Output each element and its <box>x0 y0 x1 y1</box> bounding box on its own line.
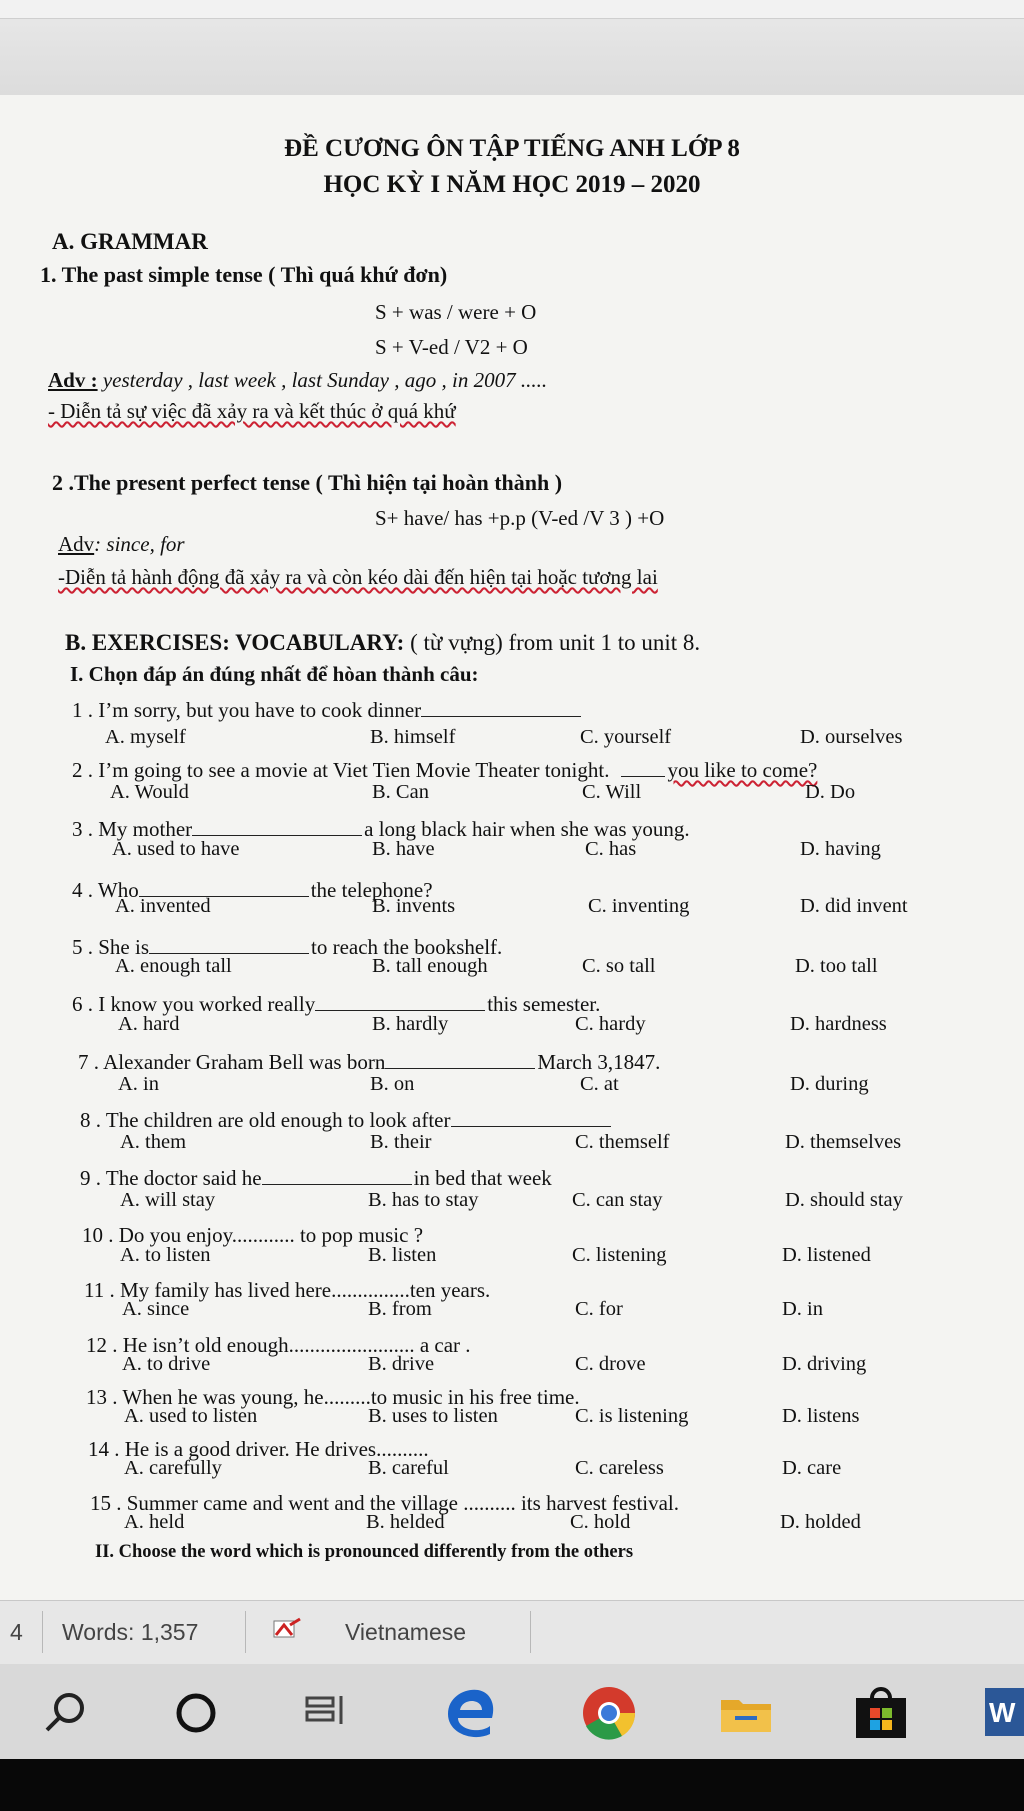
file-explorer-icon[interactable] <box>715 1682 777 1744</box>
question-1 <box>72 698 583 723</box>
present-formula: S+ have/ has +p.p (V-ed /V 3 ) +O <box>375 506 665 530</box>
option-d: D. in <box>782 1298 823 1320</box>
option-b: B. have <box>372 838 435 860</box>
option-d: D. too tall <box>795 955 878 977</box>
option-b: B. has to stay <box>368 1189 479 1211</box>
answer-blank <box>421 715 581 717</box>
option-a: A. since <box>122 1298 190 1320</box>
question-8 <box>80 1108 613 1133</box>
option-d: D. did invent <box>800 895 908 917</box>
option-c: C. drove <box>575 1353 646 1375</box>
doc-title-line2: HỌC KỲ I NĂM HỌC 2019 – 2020 <box>323 171 701 198</box>
question-text: 15 . Summer came and went and the village .......... its harvest festival. <box>90 1491 680 1515</box>
question-text-tail: in bed that week <box>413 1166 552 1190</box>
document-page <box>0 95 1024 1600</box>
answer-blank <box>262 1183 412 1185</box>
past-adv-label: Adv : <box>48 368 98 392</box>
question-text: 11 . My family has lived here...............ten years. <box>84 1278 491 1302</box>
option-d: D. Do <box>805 781 856 803</box>
monitor-bottom-bezel <box>0 1759 1024 1811</box>
question-text: 8 . The children are old enough to look after <box>80 1108 451 1132</box>
past-formula-2: S + V-ed / V2 + O <box>375 335 528 359</box>
question-text: 14 . He is a good driver. He drives.......... <box>88 1437 429 1461</box>
answer-blank <box>385 1067 535 1069</box>
option-a: A. to drive <box>122 1353 211 1375</box>
option-b: B. careful <box>368 1457 449 1479</box>
answer-blank <box>315 1009 485 1011</box>
option-b: B. hardly <box>372 1013 449 1035</box>
option-c: C. can stay <box>572 1189 663 1211</box>
option-d: D. listens <box>782 1405 860 1427</box>
windows-taskbar <box>0 1664 1024 1759</box>
option-a: A. carefully <box>124 1457 222 1479</box>
option-d: D. having <box>800 838 881 860</box>
option-d: D. during <box>790 1073 869 1095</box>
past-adverbs <box>48 368 547 393</box>
word-status-bar <box>0 1600 1024 1665</box>
question-text-tail: a long black hair when she was young. <box>364 817 690 841</box>
option-c: C. yourself <box>580 726 672 748</box>
past-adv-text: yesterday , last week , last Sunday , ago , in 2007 ..... <box>97 368 548 392</box>
question-text: 1 . I’m sorry, but you have to cook dinner <box>72 698 422 722</box>
option-c: C. is listening <box>575 1405 689 1427</box>
past-usage: - Diễn tả sự việc đã xảy ra và kết thúc ở quá khứ <box>48 399 456 423</box>
option-d: D. care <box>782 1457 842 1479</box>
question-9 <box>80 1166 552 1191</box>
question-text: 7 . Alexander Graham Bell was born <box>78 1050 386 1074</box>
option-c: C. at <box>580 1073 619 1095</box>
option-a: A. to listen <box>120 1244 211 1266</box>
option-b: B. himself <box>370 726 456 748</box>
option-a: A. Would <box>110 781 189 803</box>
option-a: A. held <box>124 1511 185 1533</box>
store-icon[interactable] <box>850 1682 912 1744</box>
option-a: A. will stay <box>120 1189 216 1211</box>
word-count[interactable]: Words: 1,357 <box>62 1619 199 1645</box>
option-c: C. listening <box>572 1244 667 1266</box>
present-perfect-title: 2 .The present perfect tense ( Thì hiện tại hoàn thành ) <box>52 470 563 495</box>
option-b: B. on <box>370 1073 415 1095</box>
question-text: 2 . I’m going to see a movie at Viet Tien Movie Theater tonight. <box>72 758 610 782</box>
option-b: B. uses to listen <box>368 1405 498 1427</box>
question-text-tail: you like to come? <box>667 758 818 782</box>
option-c: C. Will <box>582 781 642 803</box>
question-text-tail: to reach the bookshelf. <box>311 935 503 959</box>
option-c: C. for <box>575 1298 623 1320</box>
option-b: B. listen <box>368 1244 437 1266</box>
question-text: 10 . Do you enjoy............ to pop music ? <box>82 1223 424 1247</box>
part2-heading: II. Choose the word which is pronounced differently from the others <box>95 1542 634 1562</box>
chrome-icon[interactable] <box>578 1682 640 1744</box>
option-a: A. used to listen <box>124 1405 258 1427</box>
question-text: 3 . My mother <box>72 817 193 841</box>
question-text-tail: the telephone? <box>310 878 433 902</box>
question-text-tail: this semester. <box>487 992 601 1016</box>
option-b: B. tall enough <box>372 955 488 977</box>
question-text: 5 . She is <box>72 935 150 959</box>
option-a: A. them <box>120 1131 187 1153</box>
answer-blank <box>451 1125 611 1127</box>
exercises-heading <box>65 630 700 656</box>
task-view-icon[interactable] <box>295 1682 357 1744</box>
answer-blank <box>149 952 309 954</box>
answer-blank <box>192 834 362 836</box>
option-b: B. invents <box>372 895 456 917</box>
option-a: A. in <box>118 1073 159 1095</box>
option-c: C. has <box>585 838 637 860</box>
exercises-heading-bold: B. EXERCISES: VOCABULARY: <box>65 630 405 655</box>
question-2 <box>72 758 817 783</box>
option-c: C. themself <box>575 1131 670 1153</box>
word-icon[interactable] <box>985 1682 1024 1744</box>
option-b: B. helded <box>366 1511 445 1533</box>
option-b: B. from <box>368 1298 432 1320</box>
cortana-icon[interactable] <box>165 1682 227 1744</box>
option-d: D. listened <box>782 1244 871 1266</box>
part1-heading: I. Chọn đáp án đúng nhất để hòan thành câu: <box>70 662 479 686</box>
proofing-icon[interactable] <box>268 1615 308 1651</box>
grammar-heading: A. GRAMMAR <box>52 229 208 254</box>
option-d: D. driving <box>782 1353 867 1375</box>
language-indicator[interactable]: Vietnamese <box>345 1619 467 1645</box>
question-text: 12 . He isn’t old enough........................ a car . <box>86 1333 471 1357</box>
option-c: C. inventing <box>588 895 690 917</box>
present-adv-label: Adv <box>58 532 95 556</box>
option-c: C. hold <box>570 1511 631 1533</box>
option-a: A. enough tall <box>115 955 232 977</box>
option-a: A. myself <box>105 726 186 748</box>
question-text: 4 . Who <box>72 878 139 902</box>
question-text: 13 . When he was young, he.........to music in his free time. <box>86 1385 580 1409</box>
doc-title-line1: ĐỀ CƯƠNG ÔN TẬP TIẾNG ANH LỚP 8 <box>284 135 740 162</box>
option-d: D. should stay <box>785 1189 903 1211</box>
option-d: D. hardness <box>790 1013 887 1035</box>
question-7 <box>78 1050 660 1075</box>
monitor-top-bezel <box>0 0 1024 95</box>
option-d: D. themselves <box>785 1131 902 1153</box>
option-b: B. Can <box>372 781 429 803</box>
present-adverbs <box>58 532 185 557</box>
answer-blank <box>621 775 665 777</box>
past-formula-1: S + was / were + O <box>375 300 537 324</box>
question-text: 6 . I know you worked really <box>72 992 316 1016</box>
option-b: B. their <box>370 1131 432 1153</box>
option-c: C. so tall <box>582 955 656 977</box>
page-number[interactable]: 4 <box>10 1619 23 1645</box>
option-c: C. careless <box>575 1457 664 1479</box>
search-icon[interactable] <box>35 1682 97 1744</box>
option-c: C. hardy <box>575 1013 646 1035</box>
option-a: A. hard <box>118 1013 180 1035</box>
question-text-tail: March 3,1847. <box>537 1050 661 1074</box>
present-adv-text: : since, for <box>94 532 185 556</box>
svg-text:W: W <box>989 1697 1016 1728</box>
option-d: D. ourselves <box>800 726 903 748</box>
option-d: D. holded <box>780 1511 861 1533</box>
question-text: 9 . The doctor said he <box>80 1166 262 1190</box>
exercises-heading-tail: ( từ vựng) from unit 1 to unit 8. <box>404 630 701 655</box>
past-simple-title: 1. The past simple tense ( Thì quá khứ đơn) <box>40 262 448 287</box>
present-usage: -Diễn tả hành động đã xảy ra và còn kéo dài đến hiện tại hoặc tương lai <box>58 565 658 589</box>
option-b: B. drive <box>368 1353 435 1375</box>
edge-icon[interactable] <box>440 1682 502 1744</box>
option-a: A. invented <box>115 895 211 917</box>
option-a: A. used to have <box>112 838 240 860</box>
